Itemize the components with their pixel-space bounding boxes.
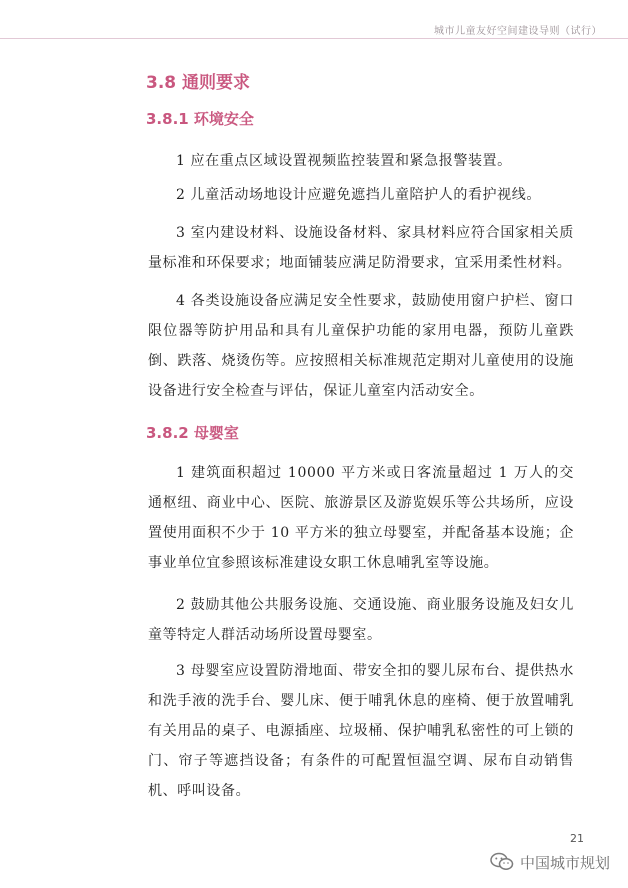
page-number: 21 <box>570 832 584 845</box>
subsection-heading-mother-baby-room: 3.8.2 母婴室 <box>146 424 239 442</box>
watermark-text: 中国城市规划 <box>519 853 610 872</box>
document-title: 城市儿童友好空间建设导则（试行） <box>434 26 602 37</box>
wechat-icon <box>490 852 514 872</box>
paragraph: 2 鼓励其他公共服务设施、交通设施、商业服务设施及妇女儿童等特定人群活动场所设置母婴室。 <box>148 597 574 643</box>
paragraph: 2 儿童活动场地设计应避免遮挡儿童陪护人的看护视线。 <box>176 187 541 203</box>
subsection-heading-environment-safety: 3.8.1 环境安全 <box>146 110 254 128</box>
header-divider <box>0 38 628 39</box>
paragraph: 3 室内建设材料、设施设备材料、家具材料应符合国家相关质量标准和环保要求；地面铺装应满足防滑要求，宜采用柔性材料。 <box>148 225 574 271</box>
section-heading: 3.8 通则要求 <box>146 73 251 93</box>
watermark <box>490 848 610 876</box>
paragraph: 1 应在重点区域设置视频监控装置和紧急报警装置。 <box>176 153 512 169</box>
paragraph: 3 母婴室应设置防滑地面、带安全扣的婴儿尿布台、提供热水和洗手液的洗手台、婴儿床、便于哺乳休息的座椅、便于放置哺乳有关用品的桌子、电源插座、垃圾桶、保护哺乳私密性的可上锁的门、帘子等遮挡设备；有条件的可配置恒温空调、尿布自动销售机、呼叫设备。 <box>148 663 574 799</box>
paragraph: 1 建筑面积超过 10000 平方米或日客流量超过 1 万人的交通枢纽、商业中心、医院、旅游景区及游览娱乐等公共场所，应设置使用面积不少于 10 平方米的独立母婴室，并配备基本设施；企事业单位宜参照该标准建设女职工休息哺乳室等设施。 <box>148 465 574 571</box>
paragraph: 4 各类设施设备应满足安全性要求，鼓励使用窗户护栏、窗口限位器等防护用品和具有儿童保护功能的家用电器，预防儿童跌倒、跌落、烧烫伤等。应按照相关标准规范定期对儿童使用的设施设备进行安全检查与评估，保证儿童室内活动安全。 <box>148 293 574 399</box>
